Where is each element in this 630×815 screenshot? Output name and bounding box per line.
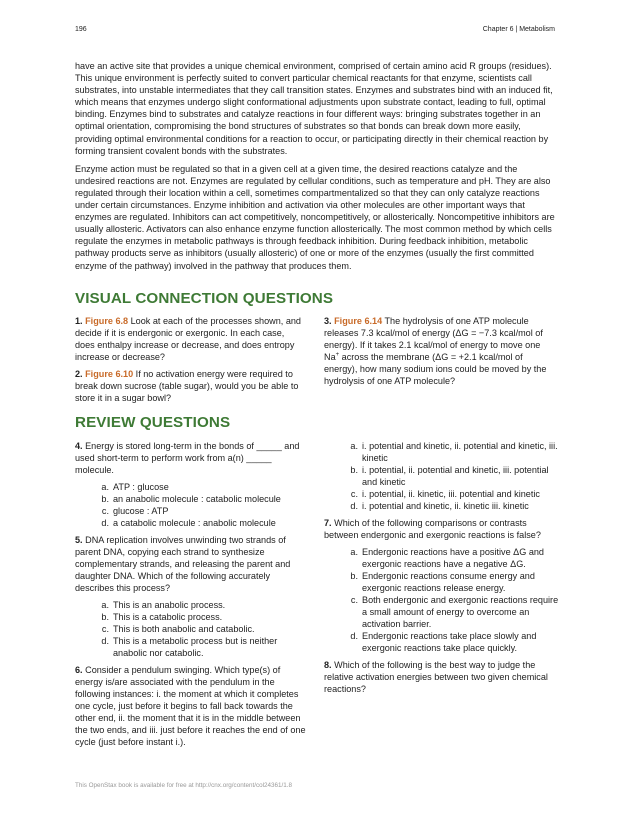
visual-connection-heading: VISUAL CONNECTION QUESTIONS bbox=[75, 290, 334, 307]
option-a: a. This is an anabolic process. bbox=[101, 600, 226, 610]
superscript: + bbox=[335, 351, 340, 358]
option-c: c. Both endergonic and exergonic reactions require a small amount of energy to overcome an activation barrier. bbox=[350, 595, 559, 629]
visual-connection-left-column bbox=[75, 315, 303, 409]
question-text: Which of the following is the best way to judge the relative activation energies between two given chemical reactions? bbox=[324, 660, 548, 694]
option-b: b. This is a catabolic process. bbox=[101, 612, 223, 622]
chapter-title: Chapter 6 | Metabolism bbox=[482, 26, 555, 33]
option-b: b. i. potential, ii. potential and kinetic, iii. potential and kinetic bbox=[350, 465, 549, 487]
question-4 bbox=[75, 440, 307, 476]
question-text: Which of the following comparisons or contrasts between endergonic and exergonic reactions is false? bbox=[324, 518, 541, 540]
option-a: a. ATP : glucose bbox=[101, 482, 169, 492]
question-3 bbox=[324, 315, 556, 387]
question-number: 7. bbox=[324, 518, 332, 528]
review-questions-heading: REVIEW QUESTIONS bbox=[75, 414, 231, 431]
visual-connection-right-column bbox=[324, 315, 556, 392]
question-2 bbox=[75, 368, 303, 404]
question-5 bbox=[75, 534, 307, 594]
question-text: Consider a pendulum swinging. Which type(s) of energy is/are associated with the pendulum in the following instances: i. the moment at which it completes one cycle, just before it begins to fall back towards the other end, ii. the moment that it is in the middle between the two ends, and iii. just before it reaches the end of one cycle (just before instant i.). bbox=[75, 665, 306, 747]
intro-paragraph-2: Enzyme action must be regulated so that in a given cell at a given time, the desired reactions catalyze and the undesired reactions are not. Enzymes are regulated by cellular conditions, such as temperature and pH. They are also regulated through their location within a cell, sometimes compartmentalized so that they can only catalyze reactions under certain circumstances. Enzyme inhibition and activation via other molecules are other important ways that enzymes are regulated. Inhibitors can act competitively, noncompetitively, or allosterically. Noncompetitive inhibitors are usually allosteric. Activators can also enhance enzyme function allosterically. The most common method by which cells regulate the enzymes in metabolic pathways is through feedback inhibition. During feedback inhibition, metabolic pathway products serve as inhibitors (usually allosteric) of one or more of the enzymes (usually the first committed enzyme of the pathway) involved in the pathway that produces them. bbox=[75, 163, 555, 271]
figure-link[interactable]: Figure 6.14 bbox=[334, 316, 383, 326]
option-d: d. Endergonic reactions take place slowly and exergonic reactions take place quickly. bbox=[350, 631, 537, 653]
review-right-column bbox=[324, 440, 560, 700]
review-left-column bbox=[75, 440, 307, 753]
intro-paragraph-1: have an active site that provides a unique chemical environment, comprised of certain amino acid R groups (residues). This unique environment is perfectly suited to convert particular chemical reactants for that enzyme, scientists call substrates, into unstable intermediates that they call transition states. Enzymes and substrates bind with an induced fit, which means that enzymes undergo slight conformational adjustments upon substrate contact, leading to full, optimal binding. Enzymes bind to substrates and catalyze reactions in four different ways: bringing substrates together in an optimal orientation, compromising the bond structures of substrates so that bonds can break down more easily, providing optimal environmental conditions for a reaction to occur, or participating directly in their chemical reaction by forming transient covalent bonds with the substrates. bbox=[75, 61, 553, 156]
question-8 bbox=[324, 659, 560, 695]
question-number: 8. bbox=[324, 660, 332, 670]
option-a: a. i. potential and kinetic, ii. potential and kinetic, iii. kinetic bbox=[350, 441, 558, 463]
question-number: 1. bbox=[75, 316, 83, 326]
question-6-options bbox=[324, 440, 560, 512]
option-c: c. i. potential, ii. kinetic, iii. potential and kinetic bbox=[350, 489, 540, 499]
page-number: 196 bbox=[75, 26, 87, 33]
question-text: DNA replication involves unwinding two strands of parent DNA, copying each strand to synthesize complementary strands, and releasing the parent and daughter DNA. Which of the following accurately describes this process? bbox=[75, 535, 291, 593]
option-d: d. i. potential and kinetic, ii. kinetic iii. kinetic bbox=[350, 501, 529, 511]
question-1 bbox=[75, 315, 303, 363]
question-text: Energy is stored long-term in the bonds of _____ and used short-term to perform work from a(n) _____ molecule. bbox=[75, 441, 300, 475]
intro-text bbox=[75, 60, 556, 278]
option-d: d. a catabolic molecule : anabolic molecule bbox=[101, 518, 276, 528]
question-number: 6. bbox=[75, 665, 83, 675]
question-text: Look at each of the processes shown, and decide if it is endergonic or exergonic. In each case, does enthalpy increase or decrease, and does entropy increase or decrease? bbox=[75, 316, 301, 362]
option-b: b. Endergonic reactions consume energy and exergonic reactions release energy. bbox=[350, 571, 535, 593]
question-4-options bbox=[75, 481, 307, 529]
question-text: If no activation energy were required to break down sucrose (table sugar), would you be able to store it in a sugar bowl? bbox=[75, 369, 299, 403]
option-d: d. This is a metabolic process but is neither anabolic nor catabolic. bbox=[101, 636, 278, 658]
question-6 bbox=[75, 664, 307, 748]
question-5-options bbox=[75, 599, 307, 659]
option-c: c. glucose : ATP bbox=[101, 506, 169, 516]
option-a: a. Endergonic reactions have a positive ΔG and exergonic reactions have a negative ΔG. bbox=[350, 547, 544, 569]
question-7-options bbox=[324, 546, 560, 654]
question-number: 3. bbox=[324, 316, 332, 326]
question-text: The hydrolysis of one ATP molecule releases 7.3 kcal/mol of energy (ΔG = −7.3 kcal/mol of energy). If it takes 2.1 kcal/mol of energy to move one Na bbox=[324, 316, 543, 362]
question-number: 4. bbox=[75, 441, 83, 451]
option-c: c. This is both anabolic and catabolic. bbox=[101, 624, 255, 634]
question-number: 2. bbox=[75, 369, 83, 379]
figure-link[interactable]: Figure 6.8 bbox=[85, 316, 129, 326]
question-text-cont: across the membrane (ΔG = +2.1 kcal/mol of energy), how many sodium ions could be moved by the hydrolysis of one ATP molecule? bbox=[324, 352, 547, 386]
figure-link[interactable]: Figure 6.10 bbox=[85, 369, 134, 379]
question-7 bbox=[324, 517, 560, 541]
footer-notice: This OpenStax book is available for free at http://cnx.org/content/col24361/1.8 bbox=[75, 782, 293, 789]
question-number: 5. bbox=[75, 535, 83, 545]
option-b: b. an anabolic molecule : catabolic molecule bbox=[101, 494, 281, 504]
